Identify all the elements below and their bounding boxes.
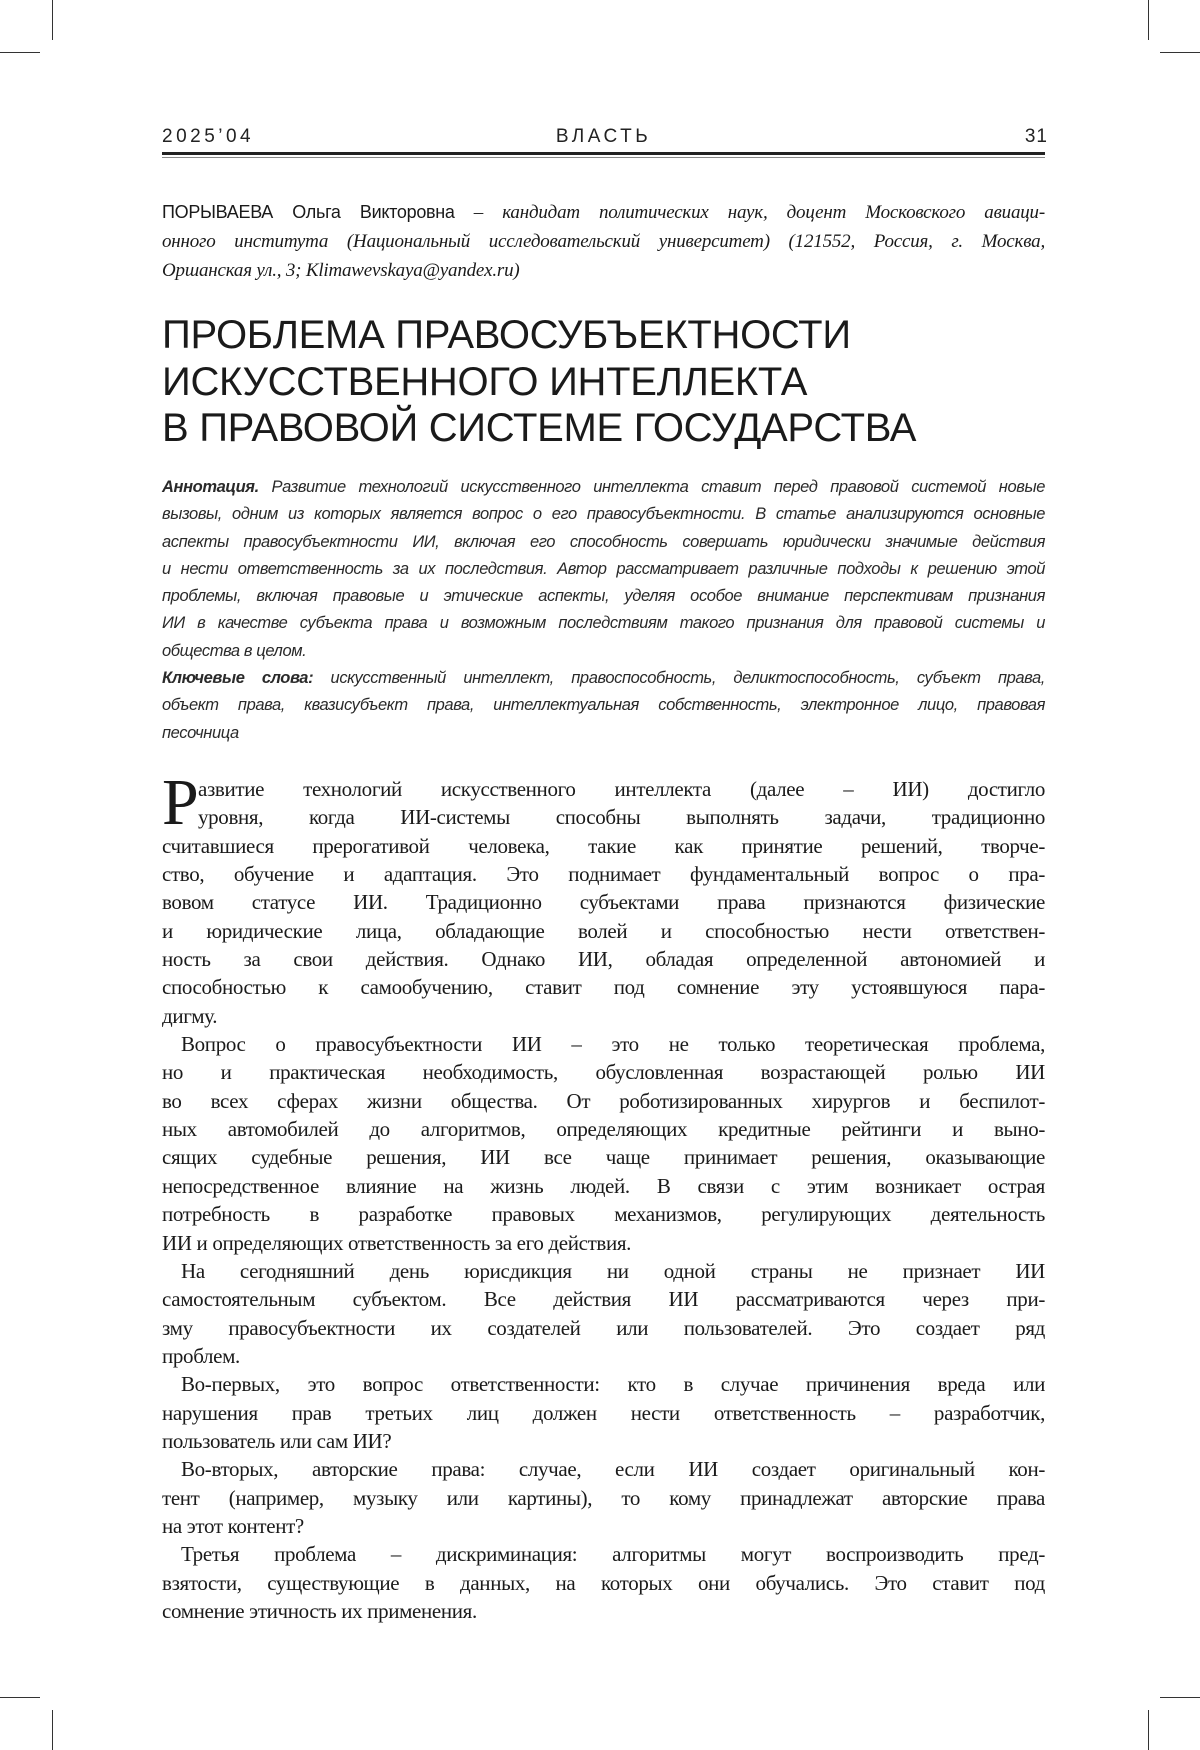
paragraph-line: уровня, когда ИИ-системы способны выполнять задачи, традиционно bbox=[162, 803, 1045, 831]
title-line: ПРОБЛЕМА ПРАВОСУБЪЕКТНОСТИ bbox=[162, 312, 916, 359]
article-body bbox=[162, 775, 1045, 1625]
paragraph-line: Третья проблема – дискриминация: алгоритмы могут воспроизводить пред- bbox=[162, 1540, 1045, 1568]
keywords-text: искусственный интеллект, правоспособность, деликтоспособность, субъект права, bbox=[313, 669, 1045, 687]
author-info-line: онного института (Национальный исследовательский университет) (121552, Россия, г. Москва, bbox=[162, 227, 1045, 256]
abstract-block bbox=[162, 474, 1045, 747]
crop-mark bbox=[1160, 1697, 1200, 1698]
paragraph-line: считавшиеся прерогативой человека, такие как принятие решений, творче- bbox=[162, 832, 1045, 860]
paragraph-line: азвитие технологий искусственного интеллекта (далее – ИИ) достигло bbox=[162, 775, 1045, 803]
author-info-line: Оршанская ул., 3; Klimawevskaya@yandex.ru) bbox=[162, 256, 1045, 285]
header-rule bbox=[162, 152, 1045, 155]
paragraph-line: нарушения прав третьих лиц должен нести ответственность – разработчик, bbox=[162, 1399, 1045, 1427]
abstract-text: общества в целом. bbox=[162, 642, 306, 660]
crop-mark bbox=[1148, 0, 1149, 40]
crop-mark bbox=[0, 52, 40, 53]
abstract-label: Аннотация. bbox=[162, 478, 259, 496]
abstract-text: вызовы, одним из которых является вопрос о его правосубъектности. В статье анализируются основные bbox=[162, 505, 1045, 523]
keywords-label: Ключевые слова: bbox=[162, 669, 313, 687]
abstract-line bbox=[162, 583, 1045, 610]
paragraph-line: зму правосубъектности их создателей или пользователей. Это создает ряд bbox=[162, 1314, 1045, 1342]
keywords-text: песочница bbox=[162, 724, 239, 742]
title-line: ИСКУССТВЕННОГО ИНТЕЛЛЕКТА bbox=[162, 359, 916, 406]
abstract-line bbox=[162, 556, 1045, 583]
abstract-line bbox=[162, 610, 1045, 637]
paragraph-line: ных автомобилей до алгоритмов, определяющих кредитные рейтинги и выно- bbox=[162, 1115, 1045, 1143]
keywords-line bbox=[162, 720, 1045, 747]
author-block bbox=[162, 198, 1045, 285]
paragraph-line: тент (например, музыку или картины), то кому принадлежат авторские права bbox=[162, 1484, 1045, 1512]
header-rule-thin bbox=[162, 157, 1045, 158]
paragraph-line: потребность в разработке правовых механизмов, регулирующих деятельность bbox=[162, 1200, 1045, 1228]
paragraph-line: на этот контент? bbox=[162, 1512, 1045, 1540]
page-number: 31 bbox=[1025, 126, 1048, 148]
crop-mark bbox=[0, 1697, 40, 1698]
keywords-line bbox=[162, 692, 1045, 719]
paragraph-line: способностью к самообучению, ставит под сомнение эту устоявшуюся пара- bbox=[162, 973, 1045, 1001]
paragraph-line: сящих судебные решения, ИИ все чаще принимает решения, оказывающие bbox=[162, 1143, 1045, 1171]
crop-mark bbox=[52, 0, 53, 40]
paragraph-line: и юридические лица, обладающие волей и способностью нести ответствен- bbox=[162, 917, 1045, 945]
paragraph-line: сомнение этичность их применения. bbox=[162, 1597, 1045, 1625]
paragraph-line: взятости, существующие в данных, на которых они обучались. Это ставит под bbox=[162, 1569, 1045, 1597]
abstract-text: ИИ в качестве субъекта права и возможным последствиям такого признания для правовой системы и bbox=[162, 614, 1045, 632]
paragraph-line: непосредственное влияние на жизнь людей. В связи с этим возникает острая bbox=[162, 1172, 1045, 1200]
crop-mark bbox=[1160, 52, 1200, 53]
paragraph-line: но и практическая необходимость, обусловленная возрастающей ролью ИИ bbox=[162, 1058, 1045, 1086]
paragraph-line: ИИ и определяющих ответственность за его действия. bbox=[162, 1229, 1045, 1257]
abstract-line bbox=[162, 501, 1045, 528]
journal-name: ВЛАСТЬ bbox=[0, 126, 1200, 148]
keywords-text: объект права, квазисубъект права, интеллектуальная собственность, электронное лицо, правовая bbox=[162, 696, 1045, 714]
abstract-text: Развитие технологий искусственного интеллекта ставит перед правовой системой новые bbox=[259, 478, 1045, 496]
abstract-text: аспекты правосубъектности ИИ, включая его способность совершать юридически значимые действия bbox=[162, 533, 1045, 551]
paragraph-line: проблем. bbox=[162, 1342, 1045, 1370]
author-name: ПОРЫВАЕВА Ольга Викторовна bbox=[162, 202, 455, 222]
abstract-text: проблемы, включая правовые и этические аспекты, уделяя особое внимание перспективам признания bbox=[162, 587, 1045, 605]
crop-mark bbox=[52, 1710, 53, 1750]
article-title bbox=[162, 312, 916, 452]
author-info-line: – кандидат политических наук, доцент Московского авиаци- bbox=[455, 202, 1045, 223]
paragraph-line: самостоятельным субъектом. Все действия ИИ рассматриваются через при- bbox=[162, 1285, 1045, 1313]
paragraph-line: во всех сферах жизни общества. От роботизированных хирургов и беспилот- bbox=[162, 1087, 1045, 1115]
paragraph-line: дигму. bbox=[162, 1002, 1045, 1030]
paragraph-line: ность за свои действия. Однако ИИ, обладая определенной автономией и bbox=[162, 945, 1045, 973]
issue-number: 2025’04 bbox=[162, 126, 254, 148]
paragraph-line: Во-вторых, авторские права: случае, если ИИ создает оригинальный кон- bbox=[162, 1455, 1045, 1483]
abstract-line bbox=[162, 529, 1045, 556]
crop-mark bbox=[1148, 1710, 1149, 1750]
paragraph-line: ство, обучение и адаптация. Это поднимает фундаментальный вопрос о пра- bbox=[162, 860, 1045, 888]
abstract-text: и нести ответственность за их последствия. Автор рассматривает различные подходы к решению этой bbox=[162, 560, 1045, 578]
paragraph-line: Во-первых, это вопрос ответственности: кто в случае причинения вреда или bbox=[162, 1370, 1045, 1398]
paragraph-line: вовом статусе ИИ. Традиционно субъектами права признаются физические bbox=[162, 888, 1045, 916]
title-line: В ПРАВОВОЙ СИСТЕМЕ ГОСУДАРСТВА bbox=[162, 405, 916, 452]
abstract-line bbox=[162, 474, 1045, 501]
abstract-line bbox=[162, 638, 1045, 665]
paragraph-line: пользователь или сам ИИ? bbox=[162, 1427, 1045, 1455]
paragraph-line: Вопрос о правосубъектности ИИ – это не только теоретическая проблема, bbox=[162, 1030, 1045, 1058]
paragraph-line: На сегодняшний день юрисдикция ни одной страны не признает ИИ bbox=[162, 1257, 1045, 1285]
keywords-line bbox=[162, 665, 1045, 692]
drop-cap: Р bbox=[162, 773, 198, 833]
